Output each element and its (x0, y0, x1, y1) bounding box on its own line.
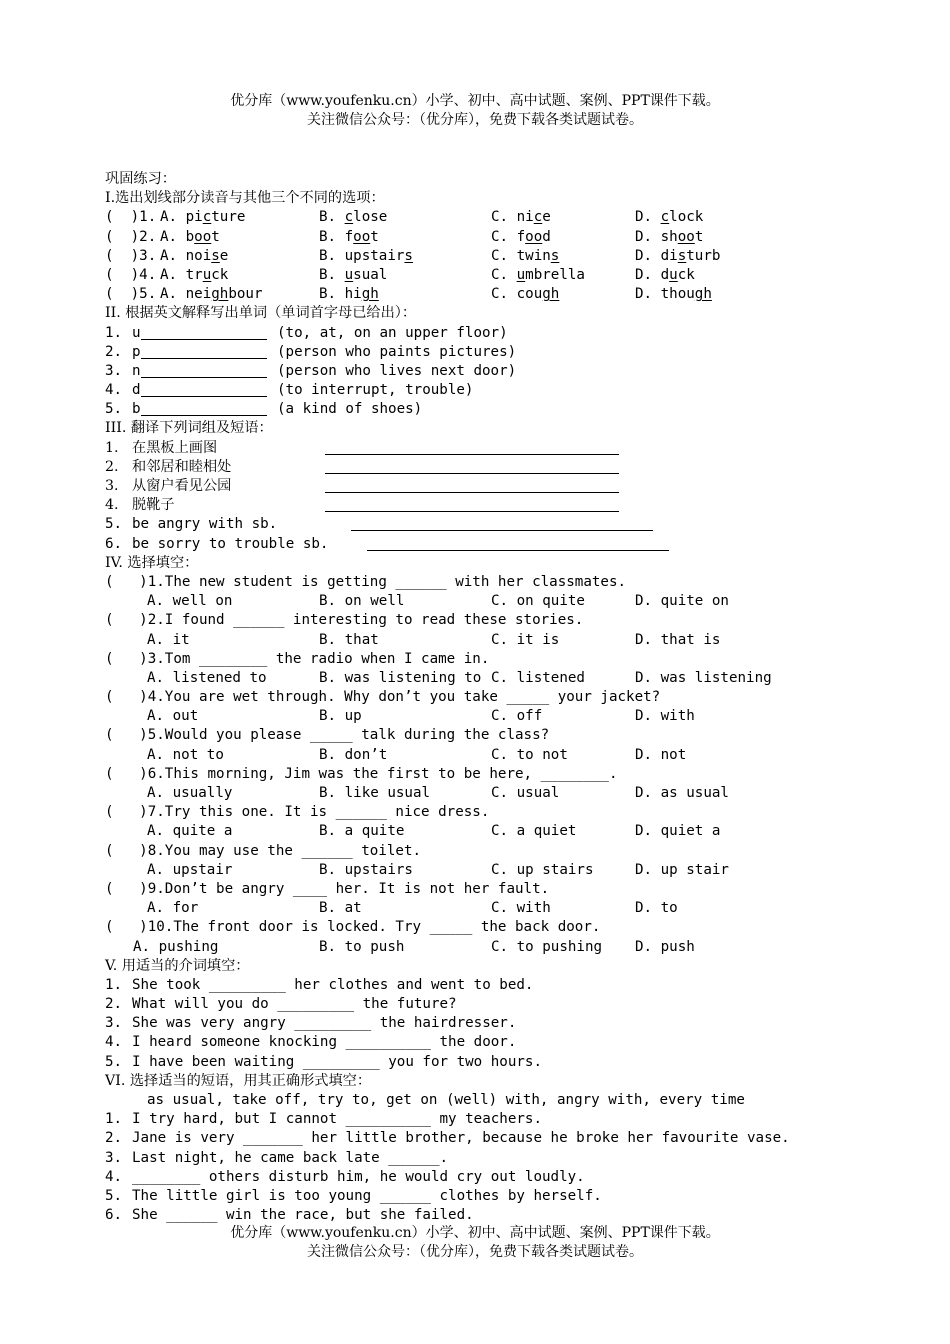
definition: (to interrupt, trouble) (277, 382, 474, 399)
option-post: sual (353, 266, 388, 283)
option[interactable]: C. off (491, 708, 543, 725)
question-row (105, 381, 925, 400)
option[interactable]: C. with (491, 900, 551, 917)
question-row (105, 362, 925, 381)
question-number: ( )3. (105, 247, 157, 264)
question-number: 2. (105, 343, 123, 360)
answer-blank[interactable] (325, 479, 619, 493)
option[interactable] (319, 285, 379, 304)
option[interactable]: B. upstairs (319, 861, 413, 878)
question-text: I try hard, but I cannot __________ my teachers. (132, 1111, 542, 1128)
question-row (105, 918, 925, 937)
option-mark: s (211, 247, 220, 264)
question-number: 3. (105, 362, 123, 379)
option-letter: B. (319, 228, 345, 245)
question-number: 3. (105, 1149, 123, 1166)
question-text: She ______ win the race, but she failed. (132, 1207, 474, 1224)
question-text: She was very angry _________ the hairdresser. (132, 1015, 517, 1032)
question-row (105, 439, 925, 458)
section-5-heading: V. 用适当的介词填空： (105, 957, 250, 974)
section-4-list (105, 573, 925, 957)
definition: (a kind of shoes) (277, 401, 423, 418)
footer-line-2: 关注微信公众号：（优分库），免费下载各类试题试卷。 (307, 1244, 643, 1260)
header-line-1: 优分库（www.youfenku.cn）小学、初中、高中试题、案例、PPT课件下载。 (230, 93, 720, 109)
question-text: ( )1.The new student is getting ______ with her classmates. (105, 573, 627, 590)
option[interactable]: C. up stairs (491, 861, 594, 878)
option[interactable] (491, 266, 585, 285)
first-letter: b (132, 401, 141, 418)
question-number: ( )5. (105, 286, 157, 303)
question-number: ( )1. (105, 209, 157, 226)
question-row (105, 496, 925, 515)
question-row (105, 573, 925, 592)
option[interactable] (491, 228, 551, 247)
first-letter: p (132, 343, 141, 360)
question-text: Last night, he came back late ______. (132, 1149, 449, 1166)
option-pre: cou (516, 286, 543, 303)
question-text: ( )4.You are wet through. Why don’t you take _____ your jacket? (105, 689, 661, 706)
question-row (105, 611, 925, 630)
option-mark: u (516, 266, 526, 283)
option-letter: D. (635, 286, 661, 303)
option[interactable]: A. quite a (147, 823, 233, 840)
question-number: 5. (105, 1053, 123, 1070)
option-pre: twin (516, 247, 551, 264)
option[interactable]: A. pushing (133, 938, 219, 955)
question-row (105, 266, 925, 285)
question-text: ( )9.Don’t be angry ____ her. It is not her fault. (105, 880, 550, 897)
option-mark: oo (677, 228, 695, 245)
question-number: 4. (105, 1168, 123, 1185)
phrase-text: be sorry to trouble sb. (132, 535, 329, 552)
option-mark: c (533, 209, 543, 226)
option[interactable]: C. on quite (491, 593, 585, 610)
options-row (105, 899, 925, 918)
option-letter: A. (160, 266, 186, 283)
question-row (105, 1149, 925, 1168)
question-number: 2. (105, 996, 123, 1013)
question-row (105, 726, 925, 745)
option-letter: C. (491, 286, 517, 303)
option-mark: u (344, 266, 354, 283)
option-mark: oo (194, 228, 212, 245)
option[interactable]: A. not to (147, 746, 224, 763)
question-number: 1. (105, 324, 123, 341)
option-letter: D. (635, 247, 661, 264)
definition: (to, at, on an upper floor) (277, 324, 508, 341)
option[interactable] (635, 228, 703, 247)
question-row (105, 1053, 925, 1072)
options-row (105, 631, 925, 650)
section-1-list (105, 208, 925, 304)
option-mark: u (669, 266, 678, 283)
option[interactable] (491, 285, 559, 304)
question-row (105, 842, 925, 861)
answer-blank[interactable] (141, 326, 267, 340)
question-row (105, 285, 925, 304)
question-row (105, 228, 925, 247)
question-number: 2. (105, 458, 119, 475)
option-letter: C. (491, 228, 517, 245)
answer-blank[interactable] (141, 383, 267, 397)
first-letter: d (132, 382, 141, 399)
question-row (105, 976, 925, 995)
option-pre: f (516, 228, 526, 245)
option-mark: s (677, 247, 687, 264)
option[interactable] (635, 266, 695, 285)
question-row (105, 515, 925, 534)
phrase-text: 脱靴子 (132, 497, 175, 514)
first-letter: n (132, 362, 141, 379)
options-row (105, 669, 925, 688)
option[interactable]: A. out (147, 708, 199, 725)
question-text: ( )7.Try this one. It is ______ nice dress. (105, 804, 490, 821)
question-number: 4. (105, 497, 119, 514)
option[interactable]: D. push (635, 938, 695, 955)
option-letter: A. (160, 228, 186, 245)
option[interactable] (319, 208, 387, 227)
option-letter: C. (491, 209, 517, 226)
option[interactable]: D. that is (635, 631, 721, 648)
option-pre: nei (185, 286, 212, 303)
question-text: I have been waiting _________ you for two hours. (132, 1053, 542, 1070)
options-row (105, 746, 925, 765)
page-footer (0, 1224, 950, 1262)
option-post: ture (211, 209, 246, 226)
question-row (105, 880, 925, 899)
answer-blank[interactable] (325, 498, 619, 512)
option-letter: D. (635, 228, 661, 245)
option-mark: oo (525, 228, 543, 245)
option[interactable]: B. to push (319, 938, 405, 955)
option-letter: A. (160, 209, 186, 226)
question-row (105, 995, 925, 1014)
question-text: ________ others disturb him, he would cry out loudly. (132, 1168, 585, 1185)
question-row (105, 803, 925, 822)
question-number: 3. (105, 478, 119, 494)
question-row (105, 458, 925, 477)
question-number: 1. (105, 976, 123, 993)
option[interactable]: C. a quiet (491, 823, 577, 840)
option[interactable]: B. on well (319, 593, 405, 610)
option-pre: sh (660, 228, 678, 245)
section-6-heading: VI. 选择适当的短语，用其正确形式填空： (105, 1072, 372, 1089)
question-text: ( )6.This morning, Jim was the first to be here, ________. (105, 765, 618, 782)
question-row (105, 765, 925, 784)
option-post: lock (669, 209, 704, 226)
question-text: She took _________ her clothes and went to bed. (132, 976, 534, 993)
option-letter: B. (319, 209, 345, 226)
worksheet-title: 巩固练习： (105, 171, 176, 187)
question-text: The little girl is too young ______ clothes by herself. (132, 1187, 602, 1204)
option-mark: s (550, 247, 560, 264)
question-number: 3. (105, 1015, 123, 1032)
question-row (105, 208, 925, 227)
option-post: turb (686, 247, 721, 264)
question-number: 5. (105, 516, 123, 533)
option[interactable] (635, 285, 712, 304)
option[interactable] (635, 208, 703, 227)
option-pre: upstair (344, 247, 405, 264)
option[interactable]: D. was listening (635, 669, 772, 686)
options-row (105, 592, 925, 611)
option-post: t (370, 228, 379, 245)
question-row (105, 324, 925, 343)
option[interactable] (319, 247, 413, 266)
option[interactable] (491, 247, 559, 266)
option-letter: B. (319, 247, 345, 264)
option-mark: oo (353, 228, 371, 245)
question-row (105, 650, 925, 669)
question-number: ( )4. (105, 266, 157, 283)
option-mark: gh (542, 286, 560, 303)
question-row (105, 1110, 925, 1129)
question-text: I heard someone knocking __________ the door. (132, 1034, 517, 1051)
option-pre: pi (185, 209, 203, 226)
answer-blank[interactable] (141, 402, 267, 416)
section-2-list (105, 324, 925, 420)
question-row (105, 688, 925, 707)
section-5-list (105, 976, 925, 1072)
header-line-2: 关注微信公众号：（优分库），免费下载各类试题试卷。 (307, 112, 643, 128)
option[interactable] (160, 208, 245, 227)
option-pre: tr (185, 266, 203, 283)
question-row (105, 535, 925, 554)
page-header (0, 92, 950, 130)
option-post: e (219, 247, 229, 264)
options-row (105, 707, 925, 726)
option-letter: C. (491, 247, 517, 264)
question-number: 5. (105, 401, 123, 418)
option-mark: gh (694, 286, 712, 303)
section-3-heading: III. 翻译下列词组及短语： (105, 420, 273, 437)
question-number: 6. (105, 535, 123, 552)
option[interactable]: B. a quite (319, 823, 405, 840)
option[interactable]: D. to (635, 900, 678, 917)
question-row (105, 1206, 925, 1225)
option[interactable]: C. usual (491, 785, 560, 801)
question-row (105, 343, 925, 362)
answer-blank[interactable] (351, 517, 653, 531)
question-number: 5. (105, 1187, 123, 1204)
option[interactable] (160, 266, 228, 285)
option-letter: D. (635, 209, 661, 226)
option-mark: c (202, 209, 212, 226)
option[interactable] (491, 208, 551, 227)
option[interactable]: C. to not (491, 746, 568, 763)
option[interactable]: B. was listening to (319, 669, 482, 686)
question-row (105, 1187, 925, 1206)
option[interactable]: D. with (635, 708, 695, 725)
phrase-text: 在黑板上画图 (132, 439, 218, 456)
option[interactable] (319, 228, 379, 247)
question-number: ( )2. (105, 228, 157, 245)
option-mark: gh (361, 286, 379, 303)
phrase-bank-text: as usual, take off, try to, get on (well) with, angry with, every time (147, 1092, 745, 1108)
option[interactable]: A. listened to (147, 669, 267, 686)
question-number: 1. (105, 439, 119, 456)
footer-line-1: 优分库（www.youfenku.cn）小学、初中、高中试题、案例、PPT课件下载。 (230, 1225, 720, 1241)
option[interactable]: D. not (635, 746, 687, 763)
option-mark: u (202, 266, 212, 283)
phrase-bank (105, 1091, 925, 1110)
option-letter: B. (319, 286, 345, 303)
option-letter: C. (491, 266, 517, 283)
phrase-text: be angry with sb. (132, 516, 278, 533)
option-pre: ni (516, 209, 534, 226)
option[interactable]: B. don’t (319, 746, 388, 763)
option[interactable]: B. up (319, 708, 362, 725)
options-row (105, 822, 925, 841)
question-row (105, 1014, 925, 1033)
option[interactable]: A. upstair (147, 861, 233, 878)
section-1-heading: I.选出划线部分读音与其他三个不同的选项： (105, 190, 385, 207)
option[interactable]: B. like usual (319, 785, 431, 801)
option[interactable] (160, 228, 220, 247)
option-letter: A. (160, 247, 186, 264)
option-post: ck (211, 266, 229, 283)
question-text: ( )10.The front door is locked. Try _____ the back door. (105, 919, 601, 936)
question-number: 2. (105, 1130, 123, 1147)
option-post: e (542, 209, 551, 226)
option-pre: thou (660, 286, 695, 303)
option-pre: di (660, 247, 678, 264)
option-post: t (211, 228, 220, 245)
option-post: d (542, 228, 551, 245)
definition: (person who paints pictures) (277, 343, 517, 360)
answer-blank[interactable] (141, 364, 267, 378)
option-letter: B. (319, 266, 345, 283)
section-2-heading: II. 根据英文解释写出单词（单词首字母已给出）： (105, 305, 417, 322)
question-text: ( )8.You may use the ______ toilet. (105, 842, 422, 859)
answer-blank[interactable] (367, 537, 669, 551)
question-number: 4. (105, 382, 123, 399)
option-post: lose (353, 209, 388, 226)
option-pre: f (344, 228, 354, 245)
question-text: ( )5.Would you please _____ talk during the class? (105, 727, 550, 744)
phrase-text: 从窗户看见公园 (132, 478, 232, 494)
options-row (105, 938, 925, 957)
worksheet (105, 170, 925, 1225)
question-text: ( )2.I found ______ interesting to read these stories. (105, 612, 584, 629)
option[interactable]: D. as usual (635, 785, 729, 801)
option-mark: c (660, 209, 670, 226)
question-number: 1. (105, 1111, 123, 1128)
question-row (105, 400, 925, 419)
question-number: 4. (105, 1034, 123, 1051)
question-text: ( )3.Tom ________ the radio when I came in. (105, 650, 490, 667)
answer-blank[interactable] (141, 345, 267, 359)
option[interactable]: C. it is (491, 631, 560, 648)
option[interactable]: A. well on (147, 593, 233, 610)
section-6-list (105, 1110, 925, 1225)
option-mark: gh (211, 286, 229, 303)
option-mark: c (344, 209, 354, 226)
answer-blank[interactable] (325, 441, 619, 455)
definition: (person who lives next door) (277, 362, 517, 379)
option[interactable] (319, 266, 387, 285)
option-pre: b (185, 228, 195, 245)
option[interactable]: A. for (147, 900, 199, 917)
options-row (105, 784, 925, 803)
option[interactable]: A. usually (147, 785, 233, 801)
option[interactable]: B. at (319, 900, 362, 917)
answer-blank[interactable] (325, 460, 619, 474)
question-number: 6. (105, 1207, 123, 1224)
option[interactable]: B. that (319, 631, 379, 648)
option[interactable]: C. to pushing (491, 938, 603, 955)
option[interactable]: C. listened (491, 669, 585, 686)
option[interactable] (160, 285, 263, 304)
option[interactable] (635, 247, 720, 266)
option-post: bour (228, 286, 263, 303)
option-post: mbrella (525, 266, 585, 283)
section-4-heading: IV. 选择填空： (105, 554, 199, 571)
option-mark: s (404, 247, 413, 264)
phrase-text: 和邻居和睦相处 (132, 458, 232, 475)
question-row (105, 1129, 925, 1148)
option[interactable] (160, 247, 228, 266)
option-letter: A. (160, 286, 186, 303)
first-letter: u (132, 324, 141, 341)
option[interactable]: A. it (147, 631, 190, 648)
option-pre: d (660, 266, 670, 283)
option-post: ck (677, 266, 695, 283)
question-text: Jane is very _______ her little brother, because he broke her favourite vase. (132, 1130, 790, 1147)
question-row (105, 477, 925, 496)
option-pre: noi (185, 247, 212, 264)
question-row (105, 247, 925, 266)
option-post: t (694, 228, 704, 245)
option[interactable]: D. up stair (635, 861, 729, 878)
question-row (105, 1168, 925, 1187)
option[interactable]: D. quite on (635, 593, 729, 610)
question-text: What will you do _________ the future? (132, 996, 457, 1013)
question-row (105, 1033, 925, 1052)
option[interactable]: D. quiet a (635, 823, 721, 840)
option-letter: D. (635, 266, 661, 283)
options-row (105, 861, 925, 880)
option-pre: hi (344, 286, 362, 303)
section-3-list (105, 439, 925, 554)
